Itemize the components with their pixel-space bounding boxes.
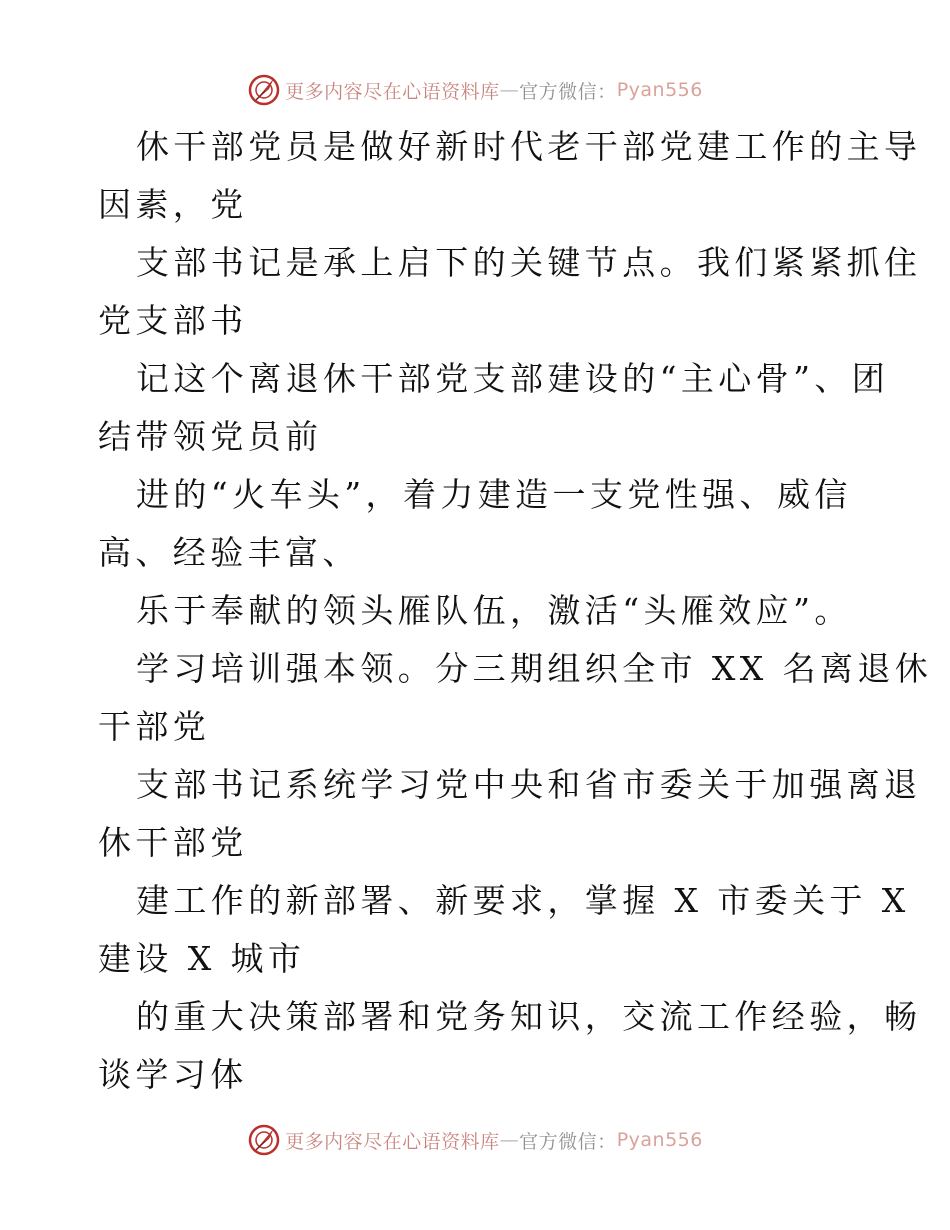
header-watermark: [0, 70, 950, 110]
text-line: 谈学习体: [98, 1055, 248, 1094]
watermark-wechat-label: 官方微信：: [519, 1130, 617, 1153]
text-line: 干部党: [98, 707, 211, 746]
text-line: 进的“火车头”，着力建造一支党性强、威信: [136, 475, 852, 514]
text-line: 休干部党员是做好新时代老干部党建工作的主导: [136, 127, 922, 166]
text-line: 乐于奉献的领头雁队伍，激活“头雁效应”。: [136, 591, 852, 630]
text-line: 休干部党: [98, 823, 248, 862]
text-line: 支部书记系统学习党中央和省市委关于加强离退: [136, 765, 922, 804]
document-body: [98, 118, 933, 1104]
text-line: 建设 X 城市: [98, 939, 306, 978]
text-line: 结带领党员前: [98, 417, 323, 456]
text-line: 记这个离退休干部党支部建设的“主心骨”、团: [136, 359, 890, 398]
watermark-site-text: 更多内容尽在心语资料库: [285, 80, 500, 103]
watermark-wechat-label: 官方微信：: [519, 80, 617, 103]
footer-watermark: [0, 1120, 950, 1160]
text-line: 的重大决策部署和党务知识，交流工作经验，畅: [136, 997, 922, 1036]
quill-logo-icon: [247, 73, 281, 107]
watermark-wechat-id: Pyan556: [616, 79, 703, 101]
text-line: 学习培训强本领。分三期组织全市 XX 名离退休: [136, 649, 933, 688]
text-line: 因素，党: [98, 185, 248, 224]
watermark-separator: —: [499, 79, 520, 101]
quill-logo-icon: [247, 1123, 281, 1157]
watermark-separator: —: [499, 1129, 520, 1151]
text-line: 高、经验丰富、: [98, 533, 360, 572]
text-line: 党支部书: [98, 301, 248, 340]
text-line: 支部书记是承上启下的关键节点。我们紧紧抓住: [136, 243, 922, 282]
text-line: 建工作的新部署、新要求，掌握 X 市委关于 X: [136, 881, 910, 920]
watermark-site-text: 更多内容尽在心语资料库: [285, 1130, 500, 1153]
watermark-wechat-id: Pyan556: [616, 1129, 703, 1151]
